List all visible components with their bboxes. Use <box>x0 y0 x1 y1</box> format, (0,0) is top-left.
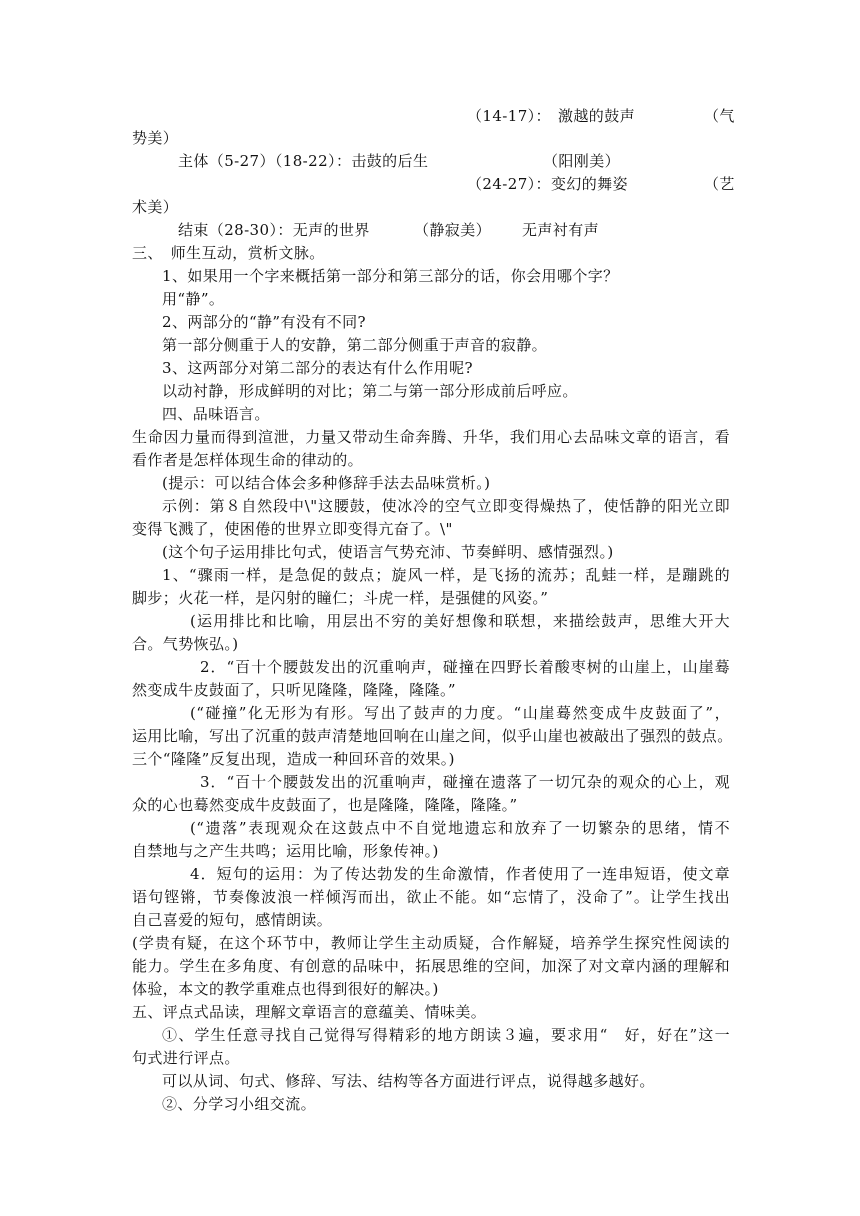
step-1-line: ①、学生任意寻找自己觉得写得精彩的地方朗读３遍，要求用“ 好，好在”这一 <box>162 1026 730 1044</box>
outline-line-5: 术美） <box>132 198 179 216</box>
note-line: (“遗落”表现观众在这鼓点中不自觉地遗忘和放弃了一切繁杂的思绪，情不 <box>190 819 730 837</box>
answer-3: 以动衬静，形成鲜明的对比；第二与第一部分形成前后呼应。 <box>162 382 578 400</box>
section-4-heading: 四、品味语言。 <box>162 405 270 423</box>
outline-line-4-tail: （艺 <box>704 175 735 193</box>
paragraph-line: 看作者是怎样体现生命的律动的。 <box>132 451 364 469</box>
example-2-line: 2．“百十个腰鼓发出的沉重响声，碰撞在四野长着酸枣树的山崖上，山崖蓦 <box>200 658 730 676</box>
step-1-line: 句式进行评点。 <box>132 1049 240 1067</box>
outline-line-6-mid: （静寂美） <box>414 221 492 239</box>
outline-line-4: （24-27）：变幻的舞姿 <box>467 175 628 193</box>
outline-line-1-tail: （气 <box>704 107 735 125</box>
outline-line-3-tail: （阳刚美） <box>543 152 621 170</box>
answer-2: 第一部分侧重于人的安静，第二部分侧重于声音的寂静。 <box>162 336 548 354</box>
example-4-line: 语句铿锵，节奏像波浪一样倾泻而出，欲止不能。如“忘情了，没命了”。让学生找出 <box>132 888 730 906</box>
note-line: 自禁地与之产生共鸣；运用比喻，形象传神。) <box>132 842 439 860</box>
example-1-line: 脚步；火花一样，是闪射的瞳仁；斗虎一样，是强健的风姿。” <box>132 589 549 607</box>
outline-line-3: 主体（5-27）（18-22）：击鼓的后生 <box>178 152 429 170</box>
outline-line-1-range: （14-17）： <box>467 107 551 125</box>
comment-line: 体验，本文的教学重难点也得到很好的解决。) <box>132 980 439 998</box>
note-line: 三个“隆隆”反复出现，造成一种回环音的效果。) <box>132 750 455 768</box>
step-2-line: ②、分学习小组交流。 <box>162 1095 317 1113</box>
note-line: (运用排比和比喻，用层出不穷的美好想像和联想，来描绘鼓声，思维大开大 <box>190 612 730 630</box>
answer-1: 用“静”。 <box>162 290 225 308</box>
example-3-line: 众的心也蓦然变成牛皮鼓面了，也是隆隆，隆隆，隆隆。” <box>132 796 518 814</box>
section-3-heading: 三、 师生互动，赏析文脉。 <box>132 244 325 262</box>
outline-line-1-title: 激越的鼓声 <box>558 107 636 125</box>
example-line: 变得飞溅了，使困倦的世界立即变得亢奋了。\" <box>132 520 453 538</box>
question-1: 1、如果用一个字来概括第一部分和第三部分的话，你会用哪个字？ <box>162 267 619 285</box>
example-1-line: 1、“骤雨一样，是急促的鼓点；旋风一样，是飞扬的流苏；乱蛙一样，是蹦跳的 <box>162 566 730 584</box>
example-4-line: 4．短句的运用：为了传达勃发的生命激情，作者使用了一连串短语，使文章 <box>190 865 730 883</box>
note-line: (“碰撞”化无形为有形。写出了鼓声的力度。“山崖蓦然变成牛皮鼓面了”， <box>190 704 730 722</box>
outline-line-6-tail: 无声衬有声 <box>522 221 600 239</box>
example-4-line: 自己喜爱的短句，感情朗读。 <box>132 911 333 929</box>
question-3: 3、这两部分对第二部分的表达有什么作用呢? <box>162 359 473 377</box>
outline-line-6: 结束（28-30）：无声的世界 <box>178 221 370 239</box>
note-line: (这个句子运用排比句式，使语言气势充沛、节奏鲜明、感情强烈。) <box>162 543 614 561</box>
paragraph-line: 生命因力量而得到渲泄，力量又带动生命奔腾、升华，我们用心去品味文章的语言，看 <box>132 428 730 446</box>
comment-line: 能力。学生在多角度、有创意的品味中，拓展思维的空间，加深了对文章内涵的理解和 <box>132 957 730 975</box>
comment-line: (学贵有疑，在这个环节中，教师让学生主动质疑，合作解疑，培养学生探究性阅读的 <box>132 934 730 952</box>
example-3-line: 3．“百十个腰鼓发出的沉重响声，碰撞在遗落了一切冗杂的观众的心上，观 <box>200 773 730 791</box>
hint-line: (提示：可以结合体会多种修辞手法去品味赏析。) <box>162 474 491 492</box>
note-line: 运用比喻，写出了沉重的鼓声清楚地回响在山崖之间，似乎山崖也被敲出了强烈的鼓点。 <box>132 727 733 745</box>
example-line: 示例：第８自然段中\"这腰鼓，使冰冷的空气立即变得燥热了，使恬静的阳光立即 <box>162 497 730 515</box>
step-note-line: 可以从词、句式、修辞、写法、结构等各方面进行评点，说得越多越好。 <box>162 1072 655 1090</box>
question-2: 2、两部分的“静”有没有不同? <box>162 313 366 331</box>
outline-line-2: 势美） <box>132 129 179 147</box>
section-5-heading: 五、评点式品读，理解文章语言的意蕴美、情味美。 <box>132 1003 487 1021</box>
example-2-line: 然变成牛皮鼓面了，只听见隆隆，隆隆，隆隆。” <box>132 681 456 699</box>
note-line: 合。气势恢弘。) <box>132 635 239 653</box>
